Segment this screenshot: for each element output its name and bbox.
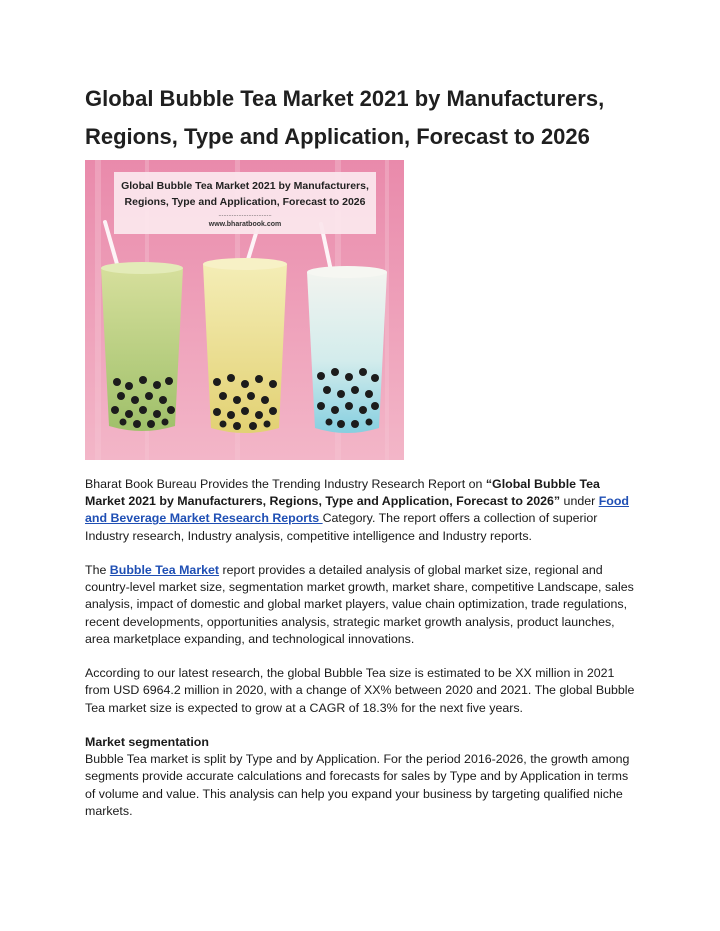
overview-rest-text: report provides a detailed analysis of global market size, regional and country-level market size, segmentation market growth, market share, competitive Landscape, sales analysis, impact of domestic and global market players, value chain optimization, trade regulations, recent developments, opportunities analysis, strategic market growth analysis, product launches, area marketplace expanding, and technological innovations.	[85, 563, 634, 646]
banner-url: www.bharatbook.com	[208, 221, 282, 228]
bubble-tea-market-link[interactable]: Bubble Tea Market	[109, 563, 220, 577]
banner-line-1: Global Bubble Tea Market 2021 by Manufacturers,	[121, 180, 369, 192]
food-beverage-category-link[interactable]: Food and Beverage Market Research Reports	[85, 494, 629, 526]
bubble-tea-illustration	[85, 160, 404, 460]
intro-paragraph	[85, 476, 635, 545]
segmentation-section	[85, 734, 635, 820]
hero-image	[85, 160, 404, 460]
overview-paragraph	[85, 562, 635, 648]
under-text: under	[560, 494, 599, 509]
green-cup	[101, 262, 183, 431]
yellow-cup	[203, 258, 287, 433]
page-title: Global Bubble Tea Market 2021 by Manufacturers, Regions, Type and Application, Forecast to 2026	[85, 86, 605, 149]
the-text: The	[85, 563, 110, 577]
research-paragraph: According to our latest research, the global Bubble Tea size is estimated to be XX million in 2021 from USD 6964.2 million in 2020, with a change of XX% between 2020 and 2021. The global Bubble Tea market size is expected to grow at a CAGR of 18.3% for the next five years.	[85, 666, 635, 715]
article-body	[85, 476, 635, 837]
banner-line-2: Regions, Type and Application, Forecast to 2026	[124, 196, 366, 208]
segmentation-text: Bubble Tea market is split by Type and by Application. For the period 2016-2026, the growth among segments provide accurate calculations and forecasts for sales by Type and by Application in terms of volume and value. This analysis can help you expand your business by targeting qualified niche markets.	[85, 752, 630, 818]
banner-dots: ................................	[218, 212, 272, 218]
segmentation-heading: Market segmentation	[85, 735, 209, 749]
blue-cup	[307, 266, 387, 433]
intro-text: Bharat Book Bureau Provides the Trending Industry Research Report on	[85, 477, 486, 491]
intro-rest-text: Category. The report offers a collection of superior Industry research, Industry analysis, competitive intelligence and Industry reports.	[85, 511, 598, 543]
report-title-quote: “Global Bubble Tea Market 2021 by Manufacturers, Regions, Type and Application, Forecast to 2026”	[85, 477, 600, 509]
